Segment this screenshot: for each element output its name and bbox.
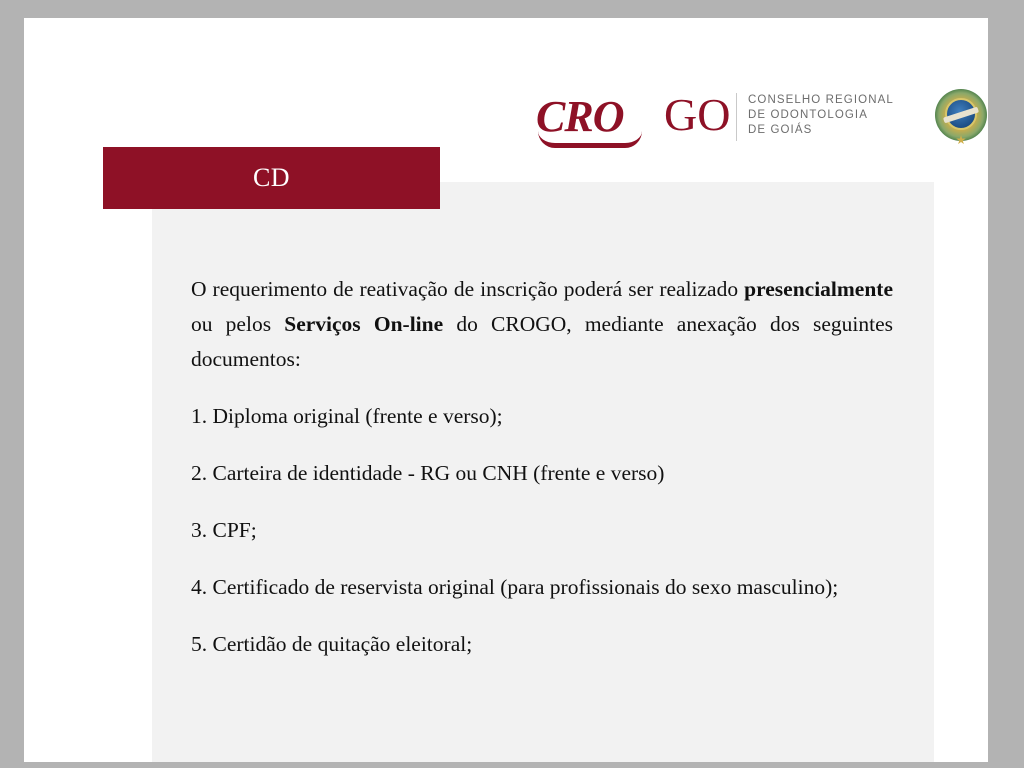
text-run-intro-3: Serviços On-line (284, 312, 444, 336)
text-run-item-4-0: 4. Certificado de reservista original (para profissionais do sexo masculino); (191, 575, 839, 599)
logo-divider (736, 93, 737, 141)
paragraph-intro (191, 272, 893, 377)
coat-of-arms-icon (932, 85, 988, 147)
paragraph-item-2 (191, 456, 893, 491)
text-run-intro-1: presencialmente (744, 277, 893, 301)
slide-canvas (36, 32, 978, 762)
text-run-intro-0: O requerimento de reativação de inscrição poderá ser realizado (191, 277, 745, 301)
logo-subtitle (748, 93, 894, 138)
text-run-intro-2: ou pelos (191, 312, 285, 336)
text-run-item-3-0: 3. CPF; (191, 518, 257, 542)
page-title: CD (252, 163, 291, 192)
content-panel (152, 182, 934, 762)
text-run-intro-4: do CROGO, mediante anexação dos seguintes documentos: (191, 312, 894, 371)
paragraph-item-3 (191, 513, 893, 548)
cro-go-logo (536, 87, 956, 157)
body-text (191, 272, 893, 684)
cro-wordmark: CRO (536, 92, 624, 141)
text-run-item-2-0: 2. Carteira de identidade - RG ou CNH (frente e verso) (191, 461, 665, 485)
text-run-item-1-0: 1. Diploma original (frente e verso); (191, 404, 503, 428)
go-wordmark: GO (664, 89, 731, 140)
title-banner (103, 147, 440, 209)
cro-swoosh-decoration (538, 131, 642, 148)
text-run-item-5-0: 5. Certidão de quitação eleitoral; (191, 632, 473, 656)
slide-frame (24, 18, 988, 762)
paragraph-item-5 (191, 627, 893, 662)
logo-subtitle-line-1: CONSELHO REGIONAL (748, 94, 894, 106)
paragraph-item-1 (191, 399, 893, 434)
paragraph-item-4 (191, 570, 893, 605)
logo-subtitle-line-2: DE ODONTOLOGIA (748, 109, 868, 121)
logo-subtitle-line-3: DE GOIÁS (748, 124, 813, 136)
